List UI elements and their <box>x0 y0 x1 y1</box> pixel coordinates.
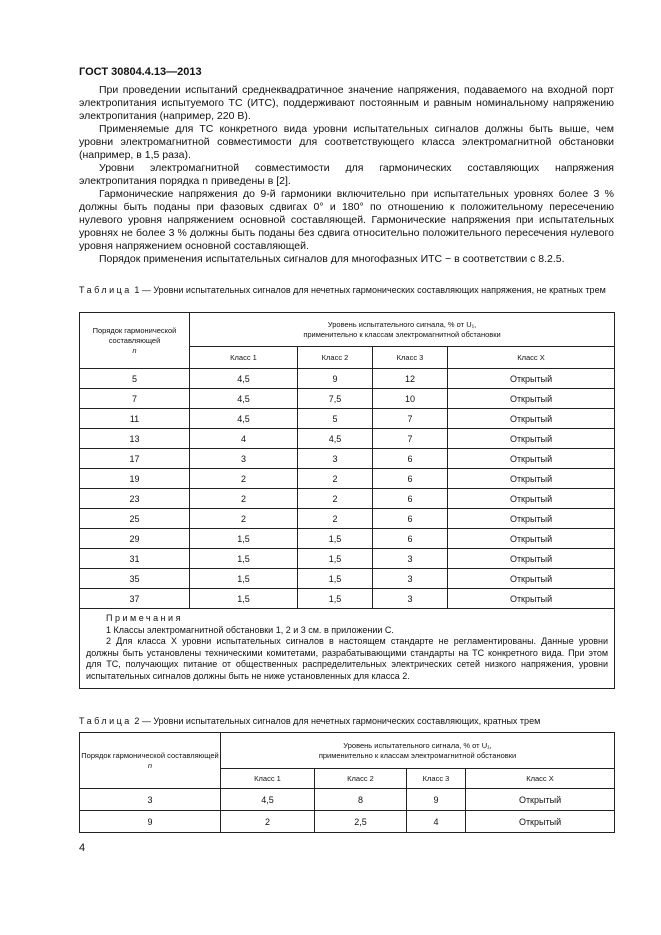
table2-class-header: Класс 1 <box>221 769 315 789</box>
table-cell: 7 <box>373 409 448 429</box>
table1-class-header: Класс 3 <box>373 347 448 369</box>
table-cell: 1,5 <box>190 529 298 549</box>
table-cell: 6 <box>373 529 448 549</box>
table-cell: 1,5 <box>190 569 298 589</box>
table-cell: 1,5 <box>298 549 373 569</box>
table-row <box>80 589 615 609</box>
table1-header-order: Порядок гармонической составляющей n <box>80 313 190 369</box>
table-cell: 7,5 <box>298 389 373 409</box>
table-cell: 3 <box>373 589 448 609</box>
table-cell: 2 <box>190 509 298 529</box>
paragraph: Применяемые для ТС конкретного вида уровни испытательных сигналов должны быть выше, чем уровни электромагнитной совместимости для соответствующего класса электромагнитной обстановки (например, в 1,5 раза). <box>79 123 614 161</box>
table-row <box>80 369 615 389</box>
table-cell: 4,5 <box>190 409 298 429</box>
table-cell: 2 <box>298 469 373 489</box>
table-cell: 9 <box>80 811 221 833</box>
table-cell: 3 <box>373 569 448 589</box>
table-cell: 12 <box>373 369 448 389</box>
table-cell: Открытый <box>448 369 615 389</box>
table-cell: 3 <box>80 789 221 811</box>
table-cell: Открытый <box>448 429 615 449</box>
document-header: ГОСТ 30804.4.13—2013 <box>79 66 202 78</box>
table-cell: 2 <box>221 811 315 833</box>
table-cell: Открытый <box>466 789 615 811</box>
table-cell: 1,5 <box>298 529 373 549</box>
table-cell: 1,5 <box>190 549 298 569</box>
table-cell: 4,5 <box>298 429 373 449</box>
table-cell: 6 <box>373 489 448 509</box>
table-cell: 4,5 <box>221 789 315 811</box>
table-row <box>80 569 615 589</box>
table-cell: Открытый <box>448 509 615 529</box>
table-cell: 9 <box>407 789 466 811</box>
table2-class-header: Класс X <box>466 769 615 789</box>
table-cell: 3 <box>190 449 298 469</box>
table-cell: 7 <box>373 429 448 449</box>
table1-caption-text: 1 — Уровни испытательных сигналов для нечетных гармонических составляющих напряжения, не кратных трем <box>134 285 606 295</box>
body-text <box>79 84 614 266</box>
table-cell: Открытый <box>448 489 615 509</box>
table-cell: 6 <box>373 469 448 489</box>
table2-header-order: Порядок гармонической составляющей n <box>80 733 221 789</box>
table-cell: 1,5 <box>190 589 298 609</box>
table-row <box>80 469 615 489</box>
table-cell: Открытый <box>448 409 615 429</box>
table-cell: Открытый <box>448 469 615 489</box>
note-1: 1 Классы электромагнитной обстановки 1, 2 и 3 см. в приложении С. <box>106 624 394 635</box>
table-cell: 23 <box>80 489 190 509</box>
table-cell: Открытый <box>448 589 615 609</box>
table-row <box>80 811 615 833</box>
table-row <box>80 429 615 449</box>
table-cell: Открытый <box>448 549 615 569</box>
table2-caption-text: 2 — Уровни испытательных сигналов для нечетных гармонических составляющих, кратных трем <box>134 716 541 726</box>
table-cell: 2 <box>298 509 373 529</box>
table-cell: Открытый <box>448 569 615 589</box>
table-cell: 1,5 <box>298 569 373 589</box>
table-cell: 3 <box>373 549 448 569</box>
table-cell: 4,5 <box>190 389 298 409</box>
table-row <box>80 549 615 569</box>
table-cell: 2 <box>298 489 373 509</box>
table-cell: 5 <box>298 409 373 429</box>
table-cell: 9 <box>298 369 373 389</box>
table-cell: 6 <box>373 449 448 469</box>
table-cell: Открытый <box>448 529 615 549</box>
paragraph: Уровни электромагнитной совместимости для гармонических составляющих напряжения электропитания порядка n приведены в [2]. <box>79 162 614 187</box>
table-cell: 6 <box>373 509 448 529</box>
paragraph: Гармонические напряжения до 9-й гармоники включительно при испытательных уровнях более 3 % должны быть поданы при фазовых сдвигах 0° и 180° по отношению к положительному пересечению нулевого уровня напряжением основной составляющей. Гармонические напряжения при испытательных уровнях не более 3 % должны быть поданы без сдвига относительно положительного пересечения нулевого уровня напряжением основной составляющей. <box>79 188 614 252</box>
table2-header-level: Уровень испытательного сигнала, % от U₁, применительно к классам электромагнитной обстановки <box>221 733 615 769</box>
table-cell: 2 <box>190 489 298 509</box>
table-cell: 17 <box>80 449 190 469</box>
table-row <box>80 409 615 429</box>
table-cell: 8 <box>315 789 407 811</box>
page-number: 4 <box>79 842 86 854</box>
table-cell: 29 <box>80 529 190 549</box>
table-cell: 5 <box>80 369 190 389</box>
table-cell: 25 <box>80 509 190 529</box>
table-cell: 4 <box>407 811 466 833</box>
table-cell: Открытый <box>448 389 615 409</box>
table1 <box>79 312 615 689</box>
table-cell: Открытый <box>448 449 615 469</box>
table1-class-header: Класс 2 <box>298 347 373 369</box>
table-cell: 37 <box>80 589 190 609</box>
notes-title: Примечания <box>106 613 183 623</box>
table-row <box>80 489 615 509</box>
table-cell: 11 <box>80 409 190 429</box>
table1-class-header: Класс 1 <box>190 347 298 369</box>
table1-caption <box>79 285 614 297</box>
table2-caption <box>79 716 614 728</box>
table1-notes <box>80 609 615 689</box>
table-cell: 31 <box>80 549 190 569</box>
note-2: 2 Для класса X уровни испытательных сигналов в настоящем стандарте не регламентированы. Данные уровни должны быть установлены техническими комитетами, разрабатывающими стандарты на ТС конкретного вида. При этом для ТС, получающих питание от общественных распределительных электрических сетей низкого напряжения, уровни испытательных сигналов должны быть не ниже установленных для класса 2. <box>86 636 609 681</box>
table-row <box>80 449 615 469</box>
table-cell: 2 <box>190 469 298 489</box>
paragraph: При проведении испытаний среднеквадратичное значение напряжения, подаваемого на входной порт электропитания испытуемого ТС (ИТС), поддерживают постоянным и равным номинальному напряжению электропитания (например, 220 В). <box>79 84 614 122</box>
table2-class-header: Класс 3 <box>407 769 466 789</box>
table1-class-header: Класс X <box>448 347 615 369</box>
table-cell: 19 <box>80 469 190 489</box>
table-row <box>80 529 615 549</box>
table-cell: 1,5 <box>298 589 373 609</box>
table-row <box>80 389 615 409</box>
paragraph: Порядок применения испытательных сигналов для многофазных ИТС − в соответствии с 8.2.5. <box>99 253 565 265</box>
table2-class-header: Класс 2 <box>315 769 407 789</box>
table-cell: 10 <box>373 389 448 409</box>
table-cell: 2,5 <box>315 811 407 833</box>
table-cell: Открытый <box>466 811 615 833</box>
table-row <box>80 789 615 811</box>
table-cell: 4 <box>190 429 298 449</box>
table-cell: 35 <box>80 569 190 589</box>
table2-label: Таблица <box>79 716 132 726</box>
table-cell: 4,5 <box>190 369 298 389</box>
table-cell: 13 <box>80 429 190 449</box>
table-cell: 3 <box>298 449 373 469</box>
table-cell: 7 <box>80 389 190 409</box>
table1-header-level: Уровень испытательного сигнала, % от U₁, применительно к классам электромагнитной обстановки <box>190 313 615 347</box>
table-row <box>80 509 615 529</box>
table1-label: Таблица <box>79 285 132 295</box>
table2 <box>79 732 615 833</box>
